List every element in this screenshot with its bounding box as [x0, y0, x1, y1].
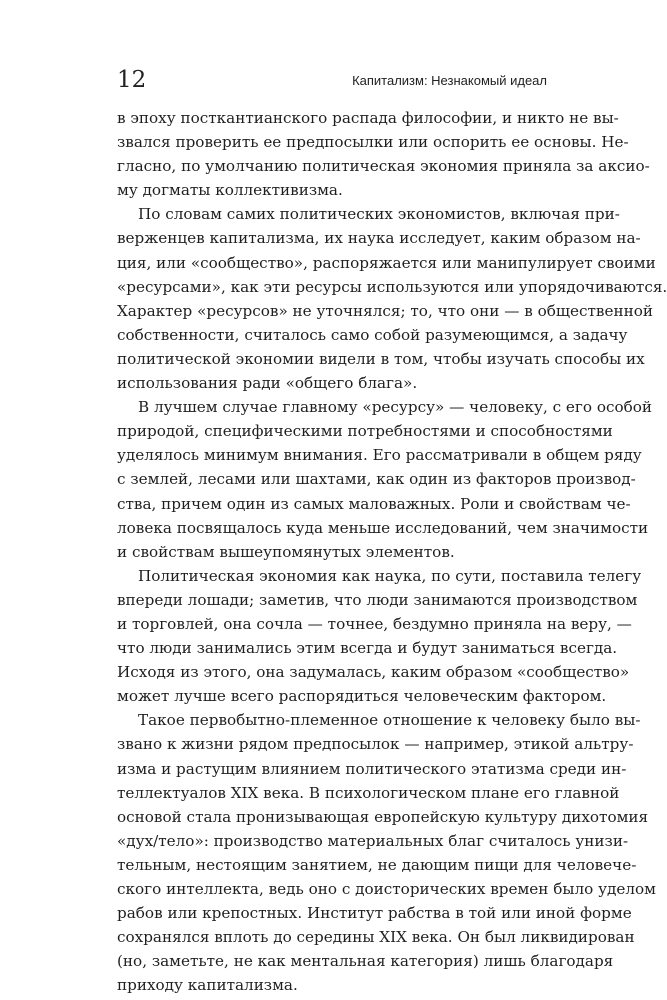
text-line: в эпоху посткантианского распада философии, и никто не вы- [117, 109, 619, 127]
text-line: му догматы коллективизма. [117, 181, 343, 200]
text-line: гласно, по умолчанию политическая экономия приняла за аксио- [117, 157, 650, 176]
text-line: «ресурсами», как эти ресурсы используются или упорядочиваются. [117, 277, 667, 296]
running-title: Капитализм: Незнакомый идеал [352, 73, 547, 88]
text-line: с землей, лесами или шахтами, как один из факторов производ- [117, 470, 636, 489]
page-number: 12 [117, 67, 147, 93]
text-line: По словам самих политических экономистов, включая при- [138, 205, 620, 224]
text-line: приходу капитализма. [117, 976, 298, 995]
text-line: верженцев капитализма, их наука исследует, каким образом на- [117, 229, 641, 248]
text-line: политической экономии видели в том, чтобы изучать способы их [117, 349, 645, 368]
text-line: Политическая экономия как наука, по сути, поставила телегу [138, 566, 642, 585]
text-line: впереди лошади; заметив, что люди занимаются производством [117, 590, 638, 609]
text-line: (но, заметьте, не как ментальная категория) лишь благодаря [117, 952, 614, 971]
page-header [117, 66, 547, 98]
text-line: использования ради «общего блага». [117, 374, 418, 393]
text-line: тельным, нестоящим занятием, не дающим пищи для человече- [117, 855, 637, 874]
text-line: и торговлей, она сочла — точнее, бездумно приняла на веру, — [117, 614, 632, 633]
text-line: В лучшем случае главному «ресурсу» — человеку, с его особой [138, 398, 653, 417]
body-text [117, 106, 667, 997]
text-line: звано к жизни рядом предпосылок — например, этикой альтру- [117, 735, 634, 754]
paragraph [117, 106, 650, 202]
text-line: Исходя из этого, она задумалась, каким образом «сообщество» [117, 663, 630, 682]
text-line: что люди занимались этим всегда и будут заниматься всегда. [117, 639, 618, 658]
paragraph [117, 708, 656, 997]
text-line: и свойствам вышеупомянутых элементов. [117, 542, 455, 561]
text-line: изма и растущим влиянием политического этатизма среди ин- [117, 759, 627, 778]
text-line: Такое первобытно-племенное отношение к человеку было вы- [138, 711, 641, 730]
text-line: может лучше всего распорядиться человеческим фактором. [117, 687, 607, 706]
text-line: природой, специфическими потребностями и способностями [117, 422, 613, 441]
text-line: звался проверить ее предпосылки или оспорить ее основы. Не- [117, 133, 629, 152]
text-line: ского интеллекта, ведь оно с доисторических времен было уделом [117, 880, 656, 898]
text-line: собственности, считалось само собой разумеющимся, а задачу [117, 325, 628, 344]
text-line: «дух/тело»: производство материальных благ считалось унизи- [117, 831, 629, 850]
paragraph [117, 395, 653, 564]
paragraph [117, 564, 642, 709]
text-line: рабов или крепостных. Институт рабства в той или иной форме [117, 904, 632, 923]
text-line: сохранялся вплоть до середины XIX века. Он был ликвидирован [117, 928, 635, 947]
text-line: ства, причем один из самых маловажных. Роли и свойствам че- [117, 494, 631, 513]
paragraph [117, 202, 667, 395]
text-line: Характер «ресурсов» не уточнялся; то, что они — в общественной [117, 301, 653, 320]
text-line: ция, или «сообщество», распоряжается или манипулирует своими [117, 253, 656, 272]
text-line: уделялось минимум внимания. Его рассматривали в общем ряду [117, 446, 642, 465]
text-line: основой стала пронизывающая европейскую культуру дихотомия [117, 807, 649, 826]
text-line: ловека посвящалось куда меньше исследований, чем значимости [117, 518, 649, 537]
text-line: теллектуалов XIX века. В психологическом плане его главной [117, 783, 620, 802]
